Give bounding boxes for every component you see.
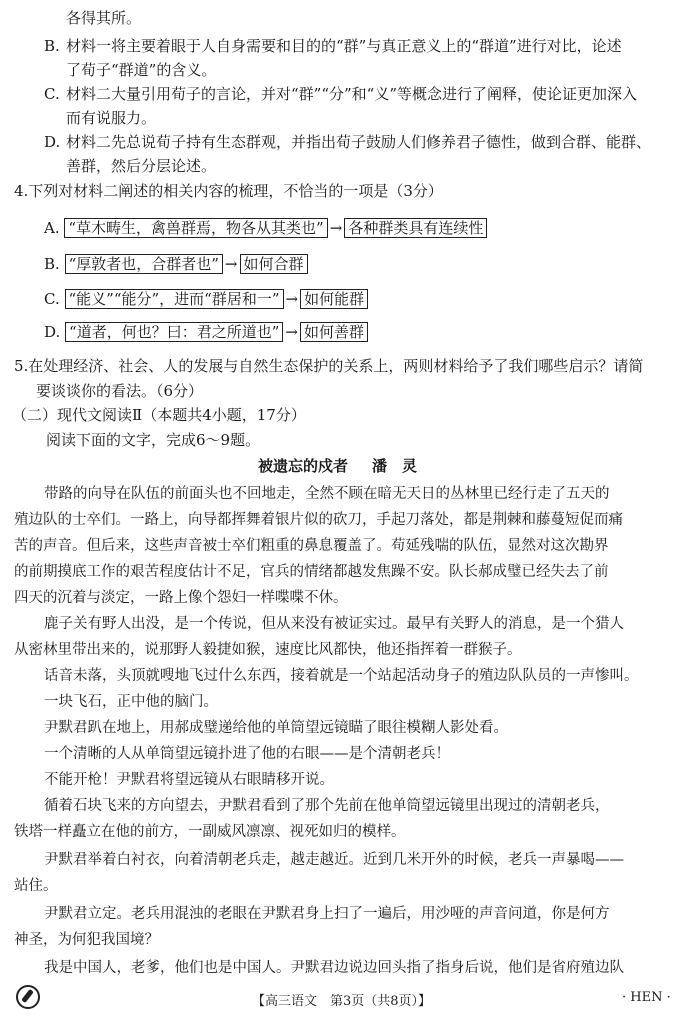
q4-option-c-summary: 如何能群 [300,289,368,309]
q4-option-b-letter: B. [44,255,60,273]
story-line: 铁塔一样矗立在他的前方，一副威风凛凛、视死如归的模样。 [14,824,406,840]
q4-option-b-source: “厚敦者也，合群者也” [65,254,223,274]
option-d-line-1: 材料二先总说荀子持有生态群观，并指出荀子鼓励人们修养君子德性，做到合群、能群、 [66,133,652,151]
page-footer-code: · HEN · [622,990,671,1005]
story-line: 不能开枪！尹默君将望远镜从右眼睛移开说。 [44,772,334,788]
q4-option-d-source: “道者，何也？曰：君之所道也” [65,322,283,342]
story-line: 一块飞石，正中他的脑门。 [44,694,218,710]
option-c-line-1: 材料二大量引用荀子的言论，并对“群”“分”和“义”等概念进行了阐释，使论证更加深入 [66,85,638,103]
story-line: 我是中国人，老爹，他们也是中国人。尹默君边说边回头指了指身后说，他们是省府殖边队 [44,960,624,976]
story-line: 殖边队的士卒们。一路上，向导都挥舞着银片似的砍刀，手起刀落处，都是荆棘和藤蔓短促而痛 [14,512,623,528]
story-line: 从密林里带出来的，说那野人毅捷如猴，速度比风都快，他还指挥着一群猴子。 [14,642,522,658]
story-line: 话音未落，头顶就嗖地飞过什么东西，接着就是一个站起活动身子的殖边队队员的一声惨叫。 [44,668,639,684]
arrow-icon: → [329,219,343,237]
arrow-icon: → [224,255,238,273]
reading-instruction: 阅读下面的文字，完成6～9题。 [46,431,261,449]
question-5-line-2: 要谈谈你的看法。（6分） [36,382,204,400]
story-line: 站住。 [14,878,58,894]
q4-option-c-letter: C. [44,290,60,308]
arrow-icon: → [285,323,298,341]
arrow-icon: → [285,290,299,308]
story-line: 苦的声音。但后来，这些声音被士卒们粗重的鼻息覆盖了。苟延残喘的队伍，显然对这次勘界 [14,538,609,554]
q4-option-c [44,289,368,309]
story-line: 尹默君趴在地上，用郝成璧递给他的单筒望远镜瞄了眼往模糊人影处看。 [44,720,508,736]
continued-text: 各得其所。 [66,9,142,27]
option-d-letter: D. [44,133,61,151]
option-c-letter: C. [44,85,60,103]
question-4-stem: 4.下列对材料二阐述的相关内容的梳理，不恰当的一项是（3分） [14,182,443,200]
compass-icon [16,985,40,1009]
story-line: 的前期摸底工作的艰苦程度估计不足，官兵的情绪都越发焦躁不安。队长郝成璧已经失去了前 [14,564,609,580]
story-line: 带路的向导在队伍的前面头也不回地走，全然不顾在暗无天日的丛林里已经行走了五天的 [44,486,610,502]
q4-option-b [44,254,308,274]
story-line: 尹默君举着白衬衣，向着清朝老兵走，越走越近。近到几米开外的时候，老兵一声暴喝—— [44,852,624,868]
option-b-letter: B. [44,37,60,55]
story-title: 被遗忘的戍者 [258,457,349,475]
q4-option-a-source: “草木畴生，禽兽群焉，物各从其类也” [64,218,327,238]
q4-option-c-source: “能义”“能分”，进而“群居和一” [65,289,284,309]
option-d-line-2: 善群，然后分层论述。 [66,157,217,175]
q4-option-d [44,322,368,342]
q4-option-a [44,218,487,238]
option-b-line-1: 材料一将主要着眼于人自身需要和目的的“群”与真正意义上的“群道”进行对比，论述 [66,37,622,55]
option-b-line-2: 了荀子“群道”的含义。 [66,61,217,79]
q4-option-d-letter: D. [44,323,61,341]
q4-option-a-letter: A. [44,219,60,237]
page-footer-label: 【高三语文 第3页（共8页）】 [252,994,432,1009]
story-line: 尹默君立定。老兵用混浊的老眼在尹默君身上扫了一遍后，用沙哑的声音问道，你是何方 [44,906,610,922]
question-5-line-1: 5.在处理经济、社会、人的发展与自然生态保护的关系上，两则材料给予了我们哪些启示？请简 [14,357,644,375]
q4-option-b-summary: 如何合群 [240,254,308,274]
story-line: 循着石块飞来的方向望去，尹默君看到了那个先前在他单筒望远镜里出现过的清朝老兵， [44,798,610,814]
story-line: 神圣，为何犯我国境？ [14,932,159,948]
section-heading: （二）现代文阅读Ⅱ（本题共4小题，17分） [12,406,306,424]
story-author: 潘 灵 [372,457,418,475]
story-line: 四天的沉着与淡定，一路上像个怨妇一样喋喋不休。 [14,590,348,606]
story-line: 鹿子关有野人出没，是一个传说，但从来没有被证实过。最早有关野人的消息，是一个猎人 [44,616,624,632]
story-line: 一个清晰的人从单筒望远镜扑进了他的右眼——是个清朝老兵！ [44,746,450,762]
q4-option-a-summary: 各种群类具有连续性 [344,218,487,238]
q4-option-d-summary: 如何善群 [300,322,368,342]
option-c-line-2: 而有说服力。 [66,109,157,127]
